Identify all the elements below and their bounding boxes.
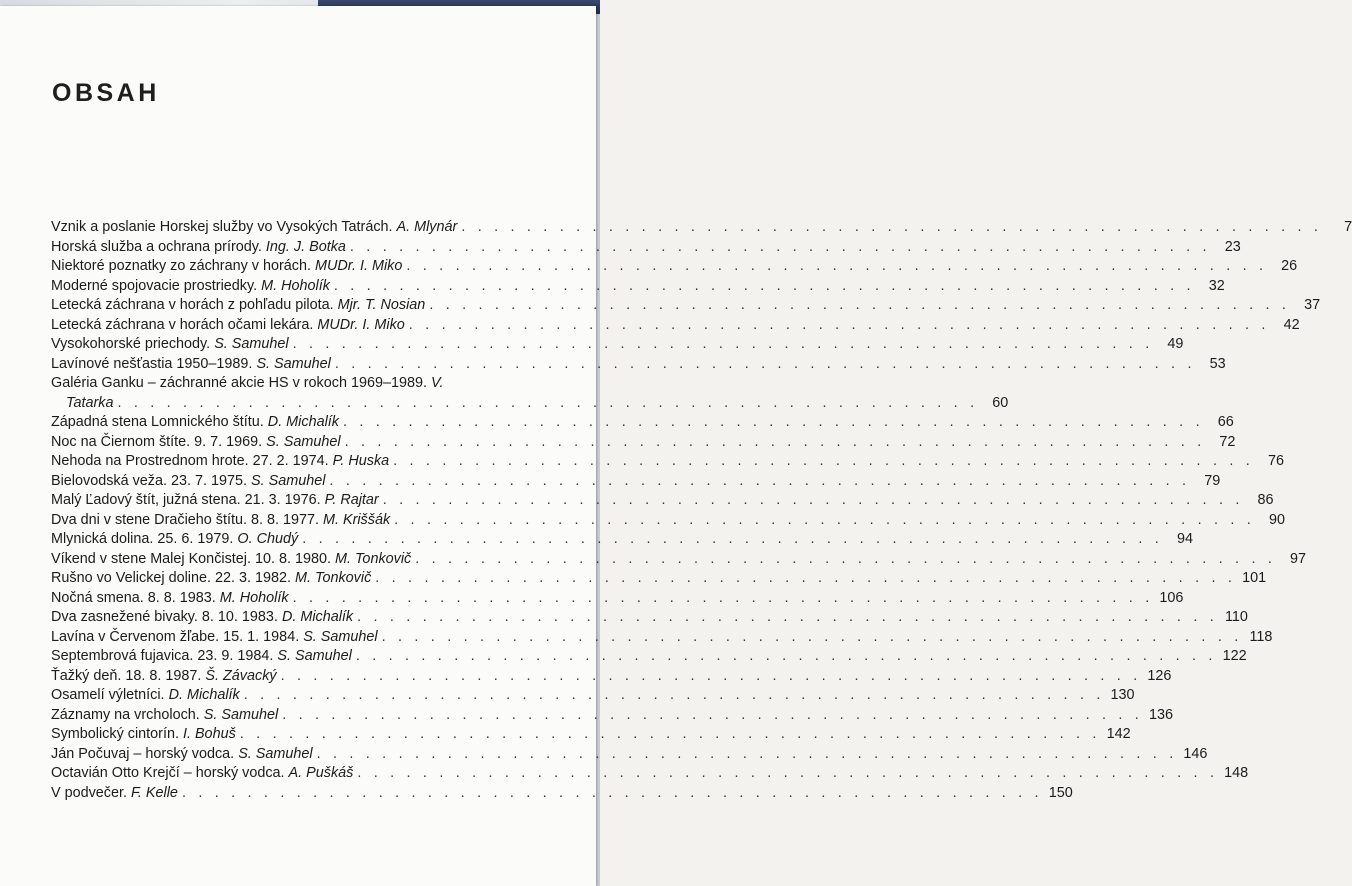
entry-text <box>51 589 289 609</box>
toc-entry <box>51 706 1173 726</box>
toc-entry <box>51 355 1226 375</box>
entry-title: Niektoré poznatky zo záchrany v horách. <box>51 258 315 274</box>
entry-author: A. Puškáš <box>288 765 354 781</box>
entry-page-number: 94 <box>1176 531 1193 547</box>
entry-text <box>51 316 405 336</box>
entry-author: S. Samuhel <box>303 628 378 645</box>
entry-author: Š. Závacký <box>205 667 277 684</box>
book-page <box>0 6 1352 886</box>
entry-author: S. Samuhel <box>256 355 331 372</box>
entry-title: Nehoda na Prostrednom hrote. 27. 2. 1974. <box>51 453 333 469</box>
entry-text <box>51 355 331 375</box>
entry-text <box>51 277 330 297</box>
toc-entry <box>51 296 1321 316</box>
entry-page-number: 122 <box>1222 648 1247 664</box>
entry-page-number: 142 <box>1106 726 1131 742</box>
dot-leader: . . . . . . . . . . . . . . . . . . . . . . . . . . . . . . . . . . . . . . . . . . . . . . . . . . . . . <box>342 414 1204 430</box>
entry-text <box>66 394 113 414</box>
entry-page-number: 106 <box>1159 589 1184 606</box>
entry-text <box>51 257 402 277</box>
entry-text <box>51 238 346 258</box>
entry-text <box>51 764 353 784</box>
toc-entry <box>51 569 1267 589</box>
entry-title: Lavínové nešťastia 1950–1989. <box>51 355 257 372</box>
dot-leader: . . . . . . . . . . . . . . . . . . . . . . . . . . . . . . . . . . . . . . . . . . . . . . . . . . . . . <box>117 394 979 411</box>
entry-page-number: 148 <box>1224 765 1249 781</box>
toc-entry <box>51 764 1249 784</box>
entry-text <box>51 433 341 453</box>
entry-text <box>51 608 353 628</box>
entry-text <box>51 296 425 316</box>
toc-entry <box>51 433 1236 453</box>
entry-page-number: 66 <box>1217 414 1234 430</box>
entry-text <box>51 335 289 355</box>
entry-author: MUDr. I. Miko <box>314 258 403 274</box>
entry-author: O. Chudý <box>237 531 299 547</box>
entry-title: Septembrová fujavica. 23. 9. 1984. <box>51 648 278 664</box>
entry-page-number: 53 <box>1209 355 1226 372</box>
toc-entry <box>51 335 1184 355</box>
toc-entry <box>51 316 1300 336</box>
entry-author: Ing. J. Botka <box>265 238 346 255</box>
entry-title: Dva dni v stene Dračieho štítu. 8. 8. 1977. <box>51 511 323 528</box>
toc-entry <box>51 491 1274 511</box>
dot-leader: . . . . . . . . . . . . . . . . . . . . . . . . . . . . . . . . . . . . . . . . . . . . . . . . . . . . . <box>280 667 1142 684</box>
toc-entry <box>51 218 1352 238</box>
entry-text <box>51 725 236 745</box>
entry-author: Tatarka <box>66 394 114 411</box>
dot-leader: . . . . . . . . . . . . . . . . . . . . . . . . . . . . . . . . . . . . . . . . . . . . . . . . . . . . . <box>381 628 1243 645</box>
entry-author: S. Samuhel <box>277 648 352 664</box>
entry-author: Mjr. T. Nosian <box>337 297 426 313</box>
dot-leader: . . . . . . . . . . . . . . . . . . . . . . . . . . . . . . . . . . . . . . . . . . . . . . . . . . . . . <box>408 316 1270 333</box>
entry-author: P. Huska <box>332 453 390 469</box>
entry-author: V. <box>430 375 444 391</box>
toc-entry <box>51 628 1273 648</box>
entry-page-number: 118 <box>1249 628 1273 645</box>
dot-leader: . . . . . . . . . . . . . . . . . . . . . . . . . . . . . . . . . . . . . . . . . . . . . . . . . . . . . <box>333 277 1195 294</box>
toc-entry <box>51 608 1248 628</box>
entry-text <box>51 530 298 550</box>
entry-author: F. Kelle <box>131 784 178 801</box>
entry-page-number: 146 <box>1183 745 1208 762</box>
toc-entry <box>51 686 1135 706</box>
entry-title: Lavína v Červenom žľabe. 15. 1. 1984. <box>51 628 304 645</box>
dot-leader: . . . . . . . . . . . . . . . . . . . . . . . . . . . . . . . . . . . . . . . . . . . . . . . . . . . . . <box>355 648 1217 664</box>
entry-title: Mlynická dolina. 25. 6. 1979. <box>51 531 238 547</box>
entry-text <box>51 452 389 472</box>
entry-page-number: 42 <box>1283 316 1300 333</box>
entry-title: V podvečer. <box>51 784 131 801</box>
entry-author: I. Bohuš <box>182 726 236 742</box>
dot-leader: . . . . . . . . . . . . . . . . . . . . . . . . . . . . . . . . . . . . . . . . . . . . . . . . . . . . . <box>243 687 1105 703</box>
entry-title: Octavián Otto Krejčí – horský vodca. <box>51 765 289 781</box>
entry-page-number: 23 <box>1224 238 1241 255</box>
toc-entry <box>51 647 1247 667</box>
entry-text <box>51 472 325 492</box>
entry-author: D. Michalík <box>168 687 240 703</box>
dot-leader: . . . . . . . . . . . . . . . . . . . . . . . . . . . . . . . . . . . . . . . . . . . . . . . . . . . . . <box>181 784 1043 801</box>
entry-text <box>51 706 278 726</box>
toc-entry <box>51 452 1284 472</box>
entry-page-number: 150 <box>1048 784 1073 801</box>
entry-title: Ťažký deň. 18. 8. 1987. <box>51 667 206 684</box>
entry-page-number: 49 <box>1167 336 1184 352</box>
entry-author: A. Mlynár <box>396 219 458 235</box>
entry-page-number: 101 <box>1242 570 1267 586</box>
entry-title: Rušno vo Velickej doline. 22. 3. 1982. <box>51 570 296 586</box>
dot-leader: . . . . . . . . . . . . . . . . . . . . . . . . . . . . . . . . . . . . . . . . . . . . . . . . . . . . . <box>344 433 1206 450</box>
entry-author: S. Samuhel <box>266 433 341 450</box>
table-of-contents <box>51 218 1352 803</box>
entry-page-number: 72 <box>1219 433 1236 450</box>
entry-page-number: 86 <box>1257 492 1274 508</box>
entry-text <box>51 745 313 765</box>
dot-leader: . . . . . . . . . . . . . . . . . . . . . . . . . . . . . . . . . . . . . . . . . . . . . . . . . . . . . <box>292 336 1154 352</box>
entry-page-number: 130 <box>1110 687 1135 703</box>
entry-title: Galéria Ganku – záchranné akcie HS v rokoch 1969–1989. <box>51 375 431 391</box>
entry-text <box>51 686 240 706</box>
toc-entry-first-line <box>51 374 539 394</box>
entry-author: S. Samuhel <box>251 472 326 489</box>
dot-leader: . . . . . . . . . . . . . . . . . . . . . . . . . . . . . . . . . . . . . . . . . . . . . . . . . . . . . <box>357 765 1219 781</box>
toc-entry <box>51 394 1009 414</box>
toc-entry <box>51 511 1285 531</box>
toc-entry <box>51 530 1193 550</box>
entry-text <box>51 550 411 570</box>
entry-title: Horská služba a ochrana prírody. <box>51 238 266 255</box>
entry-title: Dva zasnežené bivaky. 8. 10. 1983. <box>51 609 282 625</box>
dot-leader: . . . . . . . . . . . . . . . . . . . . . . . . . . . . . . . . . . . . . . . . . . . . . . . . . . . . . <box>429 297 1291 313</box>
entry-title: Vznik a poslanie Horskej služby vo Vysokých Tatrách. <box>51 219 397 235</box>
entry-title: Víkend v stene Malej Končistej. 10. 8. 1980. <box>51 550 335 567</box>
entry-page-number: 90 <box>1268 511 1285 528</box>
entry-author: S. Samuhel <box>214 336 289 352</box>
entry-title: Nočná smena. 8. 8. 1983. <box>51 589 220 606</box>
dot-leader: . . . . . . . . . . . . . . . . . . . . . . . . . . . . . . . . . . . . . . . . . . . . . . . . . . . . . <box>394 511 1255 528</box>
entry-author: M. Hoholík <box>219 589 289 606</box>
toc-entry <box>51 238 1241 258</box>
dot-leader: . . . . . . . . . . . . . . . . . . . . . . . . . . . . . . . . . . . . . . . . . . . . . . . . . . . . . <box>357 609 1218 625</box>
entry-title: Ján Počuvaj – horský vodca. <box>51 745 239 762</box>
entry-page-number: 126 <box>1147 667 1172 684</box>
entry-author: MUDr. I. Miko <box>317 316 405 333</box>
dot-leader: . . . . . . . . . . . . . . . . . . . . . . . . . . . . . . . . . . . . . . . . . . . . . . . . . . . . . <box>302 531 1163 547</box>
toc-entry <box>51 784 1073 804</box>
entry-text <box>51 784 178 804</box>
dot-leader: . . . . . . . . . . . . . . . . . . . . . . . . . . . . . . . . . . . . . . . . . . . . . . . . . . . . . <box>349 238 1211 255</box>
dot-leader: . . . . . . . . . . . . . . . . . . . . . . . . . . . . . . . . . . . . . . . . . . . . . . . . . . . . . <box>316 745 1178 762</box>
page-title: OBSAH <box>52 79 160 107</box>
dot-leader: . . . . . . . . . . . . . . . . . . . . . . . . . . . . . . . . . . . . . . . . . . . . . . . . . . . . . <box>292 589 1154 606</box>
entry-page-number: 76 <box>1267 453 1284 469</box>
dot-leader: . . . . . . . . . . . . . . . . . . . . . . . . . . . . . . . . . . . . . . . . . . . . . . . . . . . . . <box>334 355 1196 372</box>
dot-leader: . . . . . . . . . . . . . . . . . . . . . . . . . . . . . . . . . . . . . . . . . . . . . . . . . . . . . <box>406 258 1268 274</box>
entry-text <box>51 218 457 238</box>
dot-leader: . . . . . . . . . . . . . . . . . . . . . . . . . . . . . . . . . . . . . . . . . . . . . . . . . . . . . <box>239 726 1101 742</box>
entry-author: S. Samuhel <box>238 745 313 762</box>
dot-leader: . . . . . . . . . . . . . . . . . . . . . . . . . . . . . . . . . . . . . . . . . . . . . . . . . . . . . <box>393 453 1254 469</box>
entry-author: S. Samuhel <box>203 706 279 723</box>
entry-text <box>51 647 352 667</box>
dot-leader: . . . . . . . . . . . . . . . . . . . . . . . . . . . . . . . . . . . . . . . . . . . . . . . . . . . . . <box>461 219 1323 235</box>
entry-page-number: 37 <box>1304 297 1321 313</box>
entry-page-number: 136 <box>1148 706 1173 723</box>
entry-text <box>51 628 378 648</box>
entry-page-number: 32 <box>1208 277 1225 294</box>
entry-title: Osamelí výletníci. <box>51 687 169 703</box>
dot-leader: . . . . . . . . . . . . . . . . . . . . . . . . . . . . . . . . . . . . . . . . . . . . . . . . . . . . . <box>375 570 1237 586</box>
entry-page-number: 60 <box>992 394 1009 411</box>
entry-author: M. Tonkovič <box>295 570 372 586</box>
entry-author: P. Rajtar <box>324 492 379 508</box>
toc-entry <box>51 589 1184 609</box>
toc-entry <box>51 550 1307 570</box>
entry-title: Letecká záchrana v horách z pohľadu pilota. <box>51 297 338 313</box>
entry-page-number: 97 <box>1290 550 1307 567</box>
entry-page-number: 7 <box>1344 219 1352 235</box>
toc-entry <box>51 745 1208 765</box>
toc-entry <box>51 725 1131 745</box>
entry-author: D. Michalík <box>281 609 354 625</box>
toc-entry <box>51 413 1234 433</box>
entry-text <box>51 491 379 511</box>
entry-page-number: 79 <box>1204 472 1221 489</box>
entry-text <box>51 511 390 531</box>
entry-title: Vysokohorské priechody. <box>51 336 215 352</box>
toc-entry <box>51 472 1221 492</box>
entry-title: Letecká záchrana v horách očami lekára. <box>51 316 318 333</box>
entry-title: Západná stena Lomnického štítu. <box>51 414 268 430</box>
dot-leader: . . . . . . . . . . . . . . . . . . . . . . . . . . . . . . . . . . . . . . . . . . . . . . . . . . . . . <box>415 550 1277 567</box>
dot-leader: . . . . . . . . . . . . . . . . . . . . . . . . . . . . . . . . . . . . . . . . . . . . . . . . . . . . . <box>282 706 1143 723</box>
entry-text <box>51 569 371 589</box>
entry-text <box>51 667 277 687</box>
entry-author: M. Tonkovič <box>334 550 412 567</box>
entry-author: M. Hoholík <box>261 277 330 294</box>
entry-page-number: 26 <box>1281 258 1298 274</box>
dot-leader: . . . . . . . . . . . . . . . . . . . . . . . . . . . . . . . . . . . . . . . . . . . . . . . . . . . . . <box>382 492 1244 508</box>
entry-title: Malý Ľadový štít, južná stena. 21. 3. 1976. <box>51 492 325 508</box>
entry-title: Bielovodská veža. 23. 7. 1975. <box>51 472 252 489</box>
toc-entry <box>51 257 1298 277</box>
entry-title: Noc na Čiernom štíte. 9. 7. 1969. <box>51 433 267 450</box>
toc-entry <box>51 277 1225 297</box>
entry-author: D. Michalík <box>267 414 339 430</box>
toc-entry <box>51 667 1172 687</box>
entry-title: Symbolický cintorín. <box>51 726 183 742</box>
entry-page-number: 110 <box>1224 609 1248 625</box>
entry-author: M. Kriššák <box>322 511 391 528</box>
entry-title: Moderné spojovacie prostriedky. <box>51 277 262 294</box>
dot-leader: . . . . . . . . . . . . . . . . . . . . . . . . . . . . . . . . . . . . . . . . . . . . . . . . . . . . . <box>329 472 1191 489</box>
entry-title: Záznamy na vrcholoch. <box>51 706 204 723</box>
entry-text <box>51 413 339 433</box>
